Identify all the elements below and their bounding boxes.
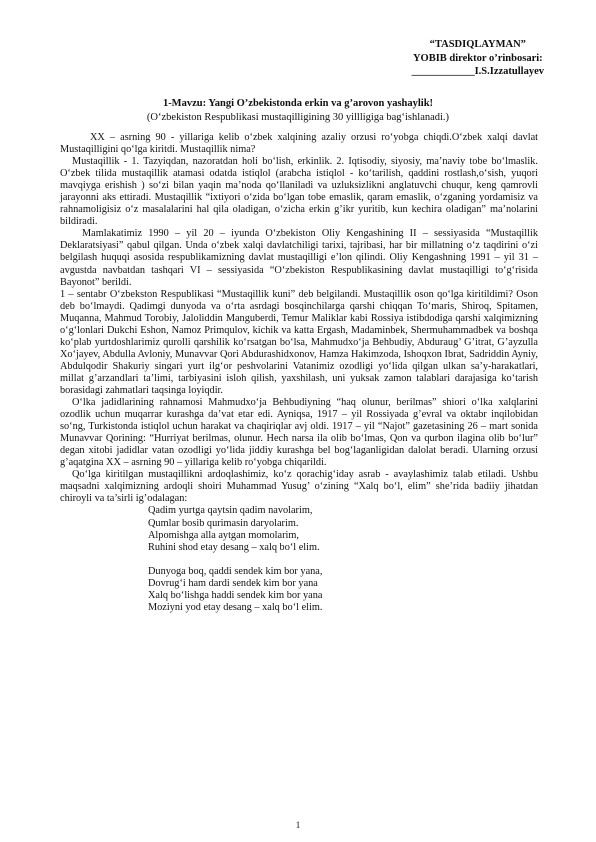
approval-stamp xyxy=(412,38,544,79)
poem-line: Qadim yurtga qaytsin qadim navolarim, xyxy=(148,505,313,517)
poem-line: Qumlar bosib qurimasin daryolarim. xyxy=(148,517,299,529)
poem-line: Alpomishga alla aytgan momolarim, xyxy=(148,529,299,541)
approver-signature-line: ____________I.S.Izzatullayev xyxy=(411,66,544,77)
stanza-gap xyxy=(148,554,538,566)
document-body xyxy=(60,132,538,614)
paragraph-intro: XX – asrning 90 - yillariga kelib o‘zbek xalqining azaliy orzusi ro‘yobga chiqdi.O‘zbek xalqi davlat Mustaqilligini qo‘lga kiritdi. Mustaqillik nima? xyxy=(60,132,538,156)
approval-heading: “TASDIQLAYMAN” xyxy=(429,39,526,50)
poem-line: Moziyni yod etay desang – xalq bo‘l elim. xyxy=(148,602,323,614)
poem-line: Dunyoga boq, qaddi sendek kim bor yana, xyxy=(148,565,323,577)
page-number: 1 xyxy=(295,820,301,830)
paragraph-definition: Mustaqillik - 1. Tazyiqdan, nazoratdan holi bo‘lish, erkinlik. 2. Iqtisodiy, siyosiy, ma’naviy tobe bo‘lmaslik. O‘zbek tilida mustaqillik atamasi odatda istiqlol (arabcha istiqlol - ko‘tarilish, qaddini rostlash,o‘sish, yuqori mavqiyga erishish ) so‘zi bilan yaqin ma’noda qo‘llaniladi va uzluksizlikni anglatuvchi chuqur, keng qamrovli jarayonni aks ettiradi. Mustaqillik “ixtiyori o‘zida bo‘lgan tobe emaslik, qaram emaslik, o‘zganing yordamisiz va rahnamoligisiz o‘z masalalarini hal qila oladigan, o‘zicha erkin g’ikr yuritib, kun kechira oladigan” ma’nolarini bildiradi. xyxy=(60,156,538,228)
paragraph-jadids: O‘lka jadidlarining rahnamosi Mahmudxo‘ja Behbudiyning “haq olunur, berilmas” shiori o‘lka xalqlarini ozodlik uchun muqarrar kurashga da’vat etar edi. Ayniqsa, 1917 – yil Rossiyada g’evral va oktabr inqilobidan so‘ng, Turkistonda istiqlol uchun harakat va chaqiriqlar avj oldi. 1917 – yil “Najot” gazetasining 26 – mart sonida Munavvar Qorining: “Hurriyat berilmas, olunur. Hech narsa ila olib bo‘lmas, Qon va qurbon ilagina olib bo‘lur” degan xitobi jadidlar vatan ozodligi yo‘lida jiddiy kurashga bel bog‘laganligidan dalolat beradi. Ularning orzusi g’aqatgina XX – asrning 90 – yillariga kelib ro‘yobga chiqarildi. xyxy=(60,397,538,469)
lesson-subtitle: (O‘zbekiston Respublikasi mustaqilligining 30 yillligiga bag‘ishlanadi.) xyxy=(146,112,450,123)
paragraph-declaration: Mamlakatimiz 1990 – yil 20 – iyunda O‘zbekiston Oliy Kengashining II – sessiyasida “Mustaqillik Deklaratsiyasi” qabul qilgan. Unda o‘zbek xalqi davlatchiligi tarixi, tajribasi, har bir millatning o‘z taqdirini o‘zi belgilash huquqi asosida respublikamizning davlat mustaqilligi e’lon qilindi. Oliy Kengashning 1991 – yil 31 – avgustda navbatdan tashqari VI – sessiyasida “O‘zbekiston Respublikasining davlat mustaqilligi to‘g‘risida Bayonot” berildi. xyxy=(60,228,538,288)
poem-line: Ruhini shod etay desang – xalq bo‘l elim. xyxy=(148,541,320,553)
paragraph-history: 1 – sentabr O‘zbekston Respublikasi “Mustaqillik kuni” deb belgilandi. Mustaqillik oson qo‘lga kiritildimi? Oson deb bo‘lmaydi. Qadimgi dunyoda va o‘rta asrdagi bosqinchilarga qarshi chiqqan To‘maris, Shiroq, Spitamen, Muqanna, Mahmud Torobiy, Jaloliddin Manguberdi, Temur Maliklar kabi Rossiya istibdodiga qarshi xalqimizning o‘g‘lonlari Dukchi Eshon, Namoz Primqulov, kichik va katta Ergash, Madaminbek, Shermuhammadbek va boshqa ko‘plab yurtdoshlarimiz qurolli qarshilik ko‘rsatgan bo‘lsa, Mahmudxo‘ja Behbudiy, Abduraug’ G’itrat, G’ayzulla Xo‘jayev, Abdulla Avloniy, Munavvar Qori Abdurashidxonov, Hamza Hakimzoda, Ishoqxon Ibrat, Sadriddin Ayniy, Abdulqodir Shakuriy singari yurt ilg‘or peshvolarini Vatanimiz ozodligi yo‘lida qilgan ulkan sa’y-harakatlari, millat g’arzandlari ta’limi, tarbiyasini isloh qilish, yaxshilash, uni yuksak zamon talablari darajasiga ko‘tarish borasidagi zahmatlari taqsinga loyiqdir. xyxy=(60,288,538,396)
lesson-title: 1-Mavzu: Yangi O’zbekistonda erkin va g’arovon yashaylik! xyxy=(162,98,434,109)
poem xyxy=(60,505,538,614)
approver-position: YOBIB direktor o’rinbosari: xyxy=(412,52,543,64)
paragraph-poem-intro: Qo‘lga kiritilgan mustaqillikni ardoqlashimiz, ko‘z qorachig‘iday asrab - avaylashimiz talab etiladi. Ushbu maqsadni xalqimizning ardoqli shoiri Muhammad Yusug’ o‘zining “Xalq bo‘l, elim” she’rida badiiy jihatdan chiroyli va ta’sirli ig’odalagan: xyxy=(60,469,538,505)
poem-line: Xalq bo‘lishga haddi sendek kim bor yana xyxy=(148,590,323,602)
poem-line: Dovrug‘i ham dardi sendek kim bor yana xyxy=(148,577,318,589)
